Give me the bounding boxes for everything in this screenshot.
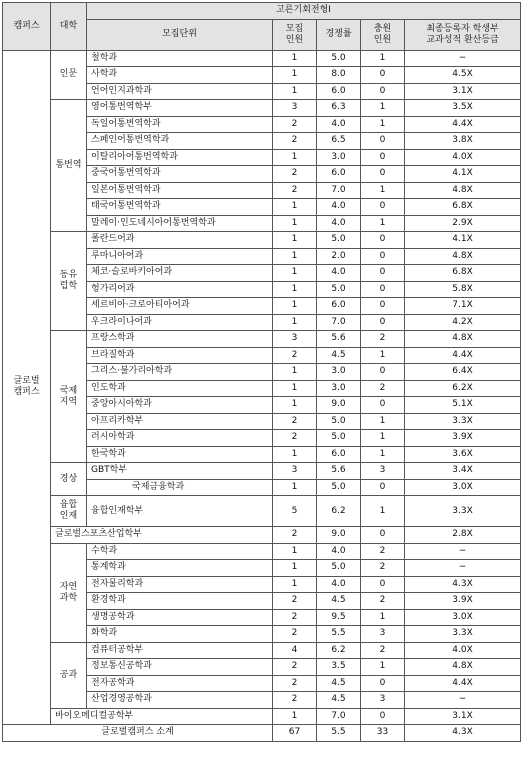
extra-cell: 3	[361, 626, 405, 643]
quota-cell: 1	[273, 248, 317, 265]
grade-cell: 3.0X	[405, 479, 521, 496]
grade-cell: 3.3X	[405, 413, 521, 430]
extra-cell: 0	[361, 232, 405, 249]
department-name: 언어인지과학과	[87, 83, 273, 100]
grade-cell: −	[405, 50, 521, 67]
college-header: 대학	[51, 3, 87, 51]
ratio-cell: 5.0	[317, 560, 361, 577]
department-name: 환경학과	[87, 593, 273, 610]
grade-cell: 4.8X	[405, 331, 521, 348]
quota-cell: 1	[273, 479, 317, 496]
college-cell: 통번역	[51, 100, 87, 232]
ratio-cell: 4.5	[317, 347, 361, 364]
extra-cell: 1	[361, 430, 405, 447]
grade-cell: 4.2X	[405, 314, 521, 331]
quota-cell: 1	[273, 83, 317, 100]
ratio-cell: 6.5	[317, 133, 361, 150]
unit-header: 모집단위	[87, 19, 273, 50]
quota-cell: 1	[273, 314, 317, 331]
grade-cell: 3.3X	[405, 626, 521, 643]
department-name: 일본어통번역학과	[87, 182, 273, 199]
grade-cell: 4.1X	[405, 166, 521, 183]
grade-cell: 3.1X	[405, 708, 521, 725]
department-name: 영어통번역학부	[87, 100, 273, 117]
quota-cell: 1	[273, 50, 317, 67]
total-ratio: 5.5	[317, 725, 361, 742]
ratio-cell: 6.3	[317, 100, 361, 117]
quota-cell: 2	[273, 430, 317, 447]
ratio-cell: 4.0	[317, 215, 361, 232]
grade-cell: −	[405, 692, 521, 709]
college-cell: 경상	[51, 463, 87, 496]
extra-cell: 1	[361, 50, 405, 67]
department-name: GBT학부	[87, 463, 273, 480]
table-row	[3, 232, 521, 249]
table-row	[3, 496, 521, 527]
quota-cell: 1	[273, 364, 317, 381]
quota-cell: 1	[273, 446, 317, 463]
ratio-header: 경쟁률	[317, 19, 361, 50]
ratio-cell: 4.5	[317, 593, 361, 610]
college-cell: 자연 과학	[51, 543, 87, 642]
extra-cell: 2	[361, 593, 405, 610]
extra-cell: 0	[361, 133, 405, 150]
extra-cell: 0	[361, 149, 405, 166]
department-name: 폴란드어과	[87, 232, 273, 249]
department-name: 루마니아어과	[87, 248, 273, 265]
quota-cell: 4	[273, 642, 317, 659]
extra-cell: 0	[361, 364, 405, 381]
quota-cell: 1	[273, 380, 317, 397]
grade-cell: −	[405, 560, 521, 577]
quota-cell: 2	[273, 527, 317, 544]
grade-cell: 4.8X	[405, 248, 521, 265]
ratio-cell: 5.5	[317, 626, 361, 643]
department-name: 글로벌스포츠산업학부	[51, 527, 273, 544]
extra-cell: 2	[361, 543, 405, 560]
quota-cell: 3	[273, 463, 317, 480]
ratio-cell: 5.0	[317, 50, 361, 67]
department-name: 아프리카학부	[87, 413, 273, 430]
grade-cell: −	[405, 543, 521, 560]
college-cell: 공과	[51, 642, 87, 708]
ratio-cell: 4.0	[317, 543, 361, 560]
department-name: 이탈리아어통번역학과	[87, 149, 273, 166]
grade-cell: 4.8X	[405, 659, 521, 676]
total-extra: 33	[361, 725, 405, 742]
department-name: 사학과	[87, 67, 273, 84]
department-name: 프랑스학과	[87, 331, 273, 348]
extra-cell: 1	[361, 100, 405, 117]
quota-cell: 1	[273, 232, 317, 249]
extra-cell: 2	[361, 331, 405, 348]
department-name: 정보통신공학과	[87, 659, 273, 676]
grade-cell: 4.4X	[405, 675, 521, 692]
ratio-cell: 3.5	[317, 659, 361, 676]
table-row	[3, 708, 521, 725]
quota-cell: 1	[273, 215, 317, 232]
grade-cell: 3.9X	[405, 430, 521, 447]
quota-cell: 5	[273, 496, 317, 527]
department-name: 생명공학과	[87, 609, 273, 626]
extra-cell: 1	[361, 215, 405, 232]
quota-cell: 2	[273, 116, 317, 133]
ratio-cell: 6.2	[317, 496, 361, 527]
grade-cell: 3.0X	[405, 609, 521, 626]
quota-cell: 1	[273, 576, 317, 593]
extra-cell: 0	[361, 298, 405, 315]
department-name: 바이오메디컬공학부	[51, 708, 273, 725]
quota-cell: 3	[273, 331, 317, 348]
quota-cell: 1	[273, 149, 317, 166]
department-name: 융합인재학부	[87, 496, 273, 527]
department-name: 태국어통번역학과	[87, 199, 273, 216]
quota-cell: 2	[273, 593, 317, 610]
extra-cell: 0	[361, 281, 405, 298]
extra-cell: 3	[361, 692, 405, 709]
ratio-cell: 9.5	[317, 609, 361, 626]
department-name: 한국학과	[87, 446, 273, 463]
ratio-cell: 9.0	[317, 397, 361, 414]
table-row	[3, 100, 521, 117]
department-name: 말레이·인도네시아어통번역학과	[87, 215, 273, 232]
department-name: 산업경영공학과	[87, 692, 273, 709]
department-name: 러시아학과	[87, 430, 273, 447]
grade-cell: 4.8X	[405, 182, 521, 199]
extra-cell: 1	[361, 446, 405, 463]
extra-cell: 0	[361, 166, 405, 183]
ratio-cell: 5.0	[317, 430, 361, 447]
table-body	[3, 50, 521, 741]
extra-cell: 0	[361, 479, 405, 496]
grade-cell: 3.8X	[405, 133, 521, 150]
department-name: 전자공학과	[87, 675, 273, 692]
department-name: 중앙아시아학과	[87, 397, 273, 414]
ratio-cell: 6.0	[317, 166, 361, 183]
table-row	[3, 331, 521, 348]
ratio-cell: 6.0	[317, 298, 361, 315]
extra-cell: 0	[361, 576, 405, 593]
grade-cell: 6.2X	[405, 380, 521, 397]
extra-cell: 1	[361, 413, 405, 430]
extra-cell: 1	[361, 496, 405, 527]
quota-cell: 1	[273, 543, 317, 560]
header-row-1	[3, 3, 521, 20]
quota-cell: 2	[273, 692, 317, 709]
quota-cell: 2	[273, 659, 317, 676]
quota-cell: 1	[273, 199, 317, 216]
grade-cell: 3.3X	[405, 496, 521, 527]
department-name: 브라질학과	[87, 347, 273, 364]
grade-cell: 5.1X	[405, 397, 521, 414]
quota-cell: 1	[273, 708, 317, 725]
total-row	[3, 725, 521, 742]
college-cell: 국제 지역	[51, 331, 87, 463]
department-name: 중국어통번역학과	[87, 166, 273, 183]
grade-cell: 3.5X	[405, 100, 521, 117]
extra-cell: 0	[361, 199, 405, 216]
quota-cell: 2	[273, 609, 317, 626]
ratio-cell: 4.5	[317, 675, 361, 692]
department-name: 통계학과	[87, 560, 273, 577]
quota-cell: 3	[273, 100, 317, 117]
extra-cell: 2	[361, 560, 405, 577]
department-name: 헝가리어과	[87, 281, 273, 298]
quota-cell: 2	[273, 413, 317, 430]
extra-cell: 1	[361, 347, 405, 364]
department-name: 수학과	[87, 543, 273, 560]
quota-cell: 1	[273, 298, 317, 315]
grade-cell: 4.4X	[405, 347, 521, 364]
grade-cell: 3.4X	[405, 463, 521, 480]
grade-cell: 2.9X	[405, 215, 521, 232]
total-grade: 4.3X	[405, 725, 521, 742]
ratio-cell: 7.0	[317, 182, 361, 199]
quota-header: 모집 인원	[273, 19, 317, 50]
table-row	[3, 527, 521, 544]
department-name: 독일어통번역학과	[87, 116, 273, 133]
grade-cell: 4.3X	[405, 576, 521, 593]
quota-cell: 1	[273, 560, 317, 577]
total-label: 글로벌캠퍼스 소계	[3, 725, 273, 742]
extra-cell: 1	[361, 116, 405, 133]
extra-cell: 3	[361, 463, 405, 480]
table-row	[3, 463, 521, 480]
ratio-cell: 5.0	[317, 232, 361, 249]
ratio-cell: 6.2	[317, 642, 361, 659]
quota-cell: 1	[273, 67, 317, 84]
track-header: 고른기회전형Ⅰ	[87, 3, 521, 20]
grade-cell: 4.4X	[405, 116, 521, 133]
ratio-cell: 4.0	[317, 576, 361, 593]
department-name: 체코·슬로바키아어과	[87, 265, 273, 282]
extra-cell: 2	[361, 380, 405, 397]
extra-cell: 0	[361, 67, 405, 84]
grade-cell: 4.5X	[405, 67, 521, 84]
department-name: 컴퓨터공학부	[87, 642, 273, 659]
extra-cell: 1	[361, 182, 405, 199]
quota-cell: 1	[273, 281, 317, 298]
ratio-cell: 2.0	[317, 248, 361, 265]
total-quota: 67	[273, 725, 317, 742]
ratio-cell: 3.0	[317, 380, 361, 397]
ratio-cell: 4.0	[317, 116, 361, 133]
department-name: 우크라이나어과	[87, 314, 273, 331]
table-row	[3, 50, 521, 67]
grade-cell: 6.8X	[405, 199, 521, 216]
ratio-cell: 6.0	[317, 446, 361, 463]
ratio-cell: 4.0	[317, 265, 361, 282]
extra-cell: 0	[361, 83, 405, 100]
grade-header: 최종등록자 학생부 교과성적 환산등급	[405, 19, 521, 50]
quota-cell: 2	[273, 166, 317, 183]
extra-cell: 1	[361, 659, 405, 676]
quota-cell: 2	[273, 347, 317, 364]
table-row	[3, 543, 521, 560]
grade-cell: 5.8X	[405, 281, 521, 298]
ratio-cell: 6.0	[317, 83, 361, 100]
campus-header: 캠퍼스	[3, 3, 51, 51]
ratio-cell: 7.0	[317, 708, 361, 725]
ratio-cell: 9.0	[317, 527, 361, 544]
department-name: 스페인어통번역학과	[87, 133, 273, 150]
quota-cell: 2	[273, 133, 317, 150]
quota-cell: 2	[273, 626, 317, 643]
department-name: 인도학과	[87, 380, 273, 397]
department-name: 국제금융학과	[87, 479, 273, 496]
quota-cell: 2	[273, 182, 317, 199]
department-name: 그리스·불가리아학과	[87, 364, 273, 381]
extra-cell: 0	[361, 708, 405, 725]
ratio-cell: 7.0	[317, 314, 361, 331]
extra-cell: 0	[361, 397, 405, 414]
grade-cell: 2.8X	[405, 527, 521, 544]
quota-cell: 1	[273, 397, 317, 414]
grade-cell: 6.8X	[405, 265, 521, 282]
ratio-cell: 3.0	[317, 364, 361, 381]
department-name: 전자물리학과	[87, 576, 273, 593]
quota-cell: 1	[273, 265, 317, 282]
grade-cell: 3.1X	[405, 83, 521, 100]
grade-cell: 3.6X	[405, 446, 521, 463]
extra-header: 충원 인원	[361, 19, 405, 50]
college-cell: 인문	[51, 50, 87, 100]
admission-results-table	[2, 2, 521, 742]
ratio-cell: 5.0	[317, 413, 361, 430]
quota-cell: 2	[273, 675, 317, 692]
ratio-cell: 8.0	[317, 67, 361, 84]
department-name: 세르비아·크로아티아어과	[87, 298, 273, 315]
ratio-cell: 5.0	[317, 479, 361, 496]
college-cell: 동유 럽학	[51, 232, 87, 331]
ratio-cell: 4.5	[317, 692, 361, 709]
grade-cell: 7.1X	[405, 298, 521, 315]
college-cell: 융합 인재	[51, 496, 87, 527]
extra-cell: 0	[361, 527, 405, 544]
grade-cell: 4.1X	[405, 232, 521, 249]
ratio-cell: 5.6	[317, 463, 361, 480]
extra-cell: 2	[361, 642, 405, 659]
extra-cell: 0	[361, 314, 405, 331]
department-name: 철학과	[87, 50, 273, 67]
ratio-cell: 5.0	[317, 281, 361, 298]
grade-cell: 4.0X	[405, 149, 521, 166]
ratio-cell: 3.0	[317, 149, 361, 166]
grade-cell: 6.4X	[405, 364, 521, 381]
grade-cell: 4.0X	[405, 642, 521, 659]
ratio-cell: 5.6	[317, 331, 361, 348]
table-row	[3, 642, 521, 659]
extra-cell: 0	[361, 248, 405, 265]
extra-cell: 0	[361, 675, 405, 692]
grade-cell: 3.9X	[405, 593, 521, 610]
campus-cell: 글로벌 캠퍼스	[3, 50, 51, 725]
extra-cell: 1	[361, 609, 405, 626]
department-name: 화학과	[87, 626, 273, 643]
extra-cell: 0	[361, 265, 405, 282]
ratio-cell: 4.0	[317, 199, 361, 216]
